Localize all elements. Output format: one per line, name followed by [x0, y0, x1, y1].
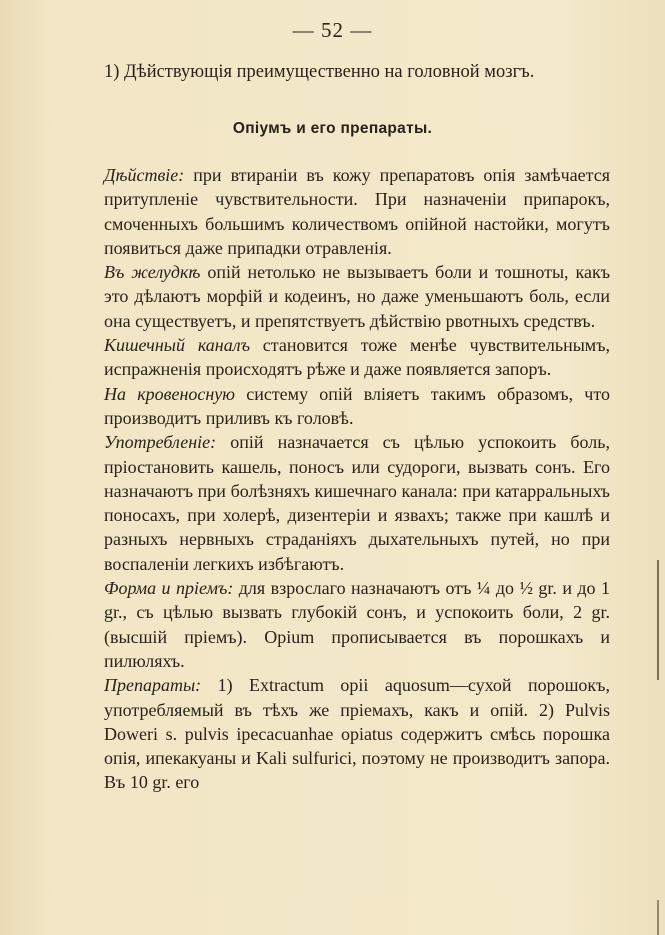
- section-heading: 1) Дѣйствующія преимущественно на головной мозгъ.: [104, 62, 535, 82]
- paragraph-usage: [104, 430, 610, 576]
- paragraph-intestine: [104, 333, 610, 382]
- paragraph-text: опій назначается съ цѣлью успокоить боль, пріостановить кашель, поносъ или судороги, вызвать сонъ. Его назначаютъ при болѣзняхъ кишечнаго канала: при катарральныхъ поносахъ, при холерѣ, дизентеріи и язвахъ; также при кашлѣ и разныхъ нервныхъ страданіяхъ дыхательныхъ путей, но при воспаленіи легкихъ избѣгаютъ.: [104, 432, 610, 574]
- paragraph-preparations: [104, 673, 610, 794]
- page-number: — 52 —: [292, 18, 373, 42]
- page-edge-mark: [657, 900, 659, 935]
- paragraph-dosage: [104, 576, 610, 673]
- paragraph-lead: Кишечный каналъ: [104, 335, 250, 356]
- paragraph-lead: Употребленiе:: [104, 432, 217, 453]
- body-text: [104, 163, 610, 795]
- paragraph-action: [104, 163, 610, 260]
- paragraph-blood-system: [104, 382, 610, 431]
- paragraph-text: при втираніи въ кожу препаратовъ опія замѣчается притупленіе чувствительности. При назначеніи припарокъ, смоченныхъ большимъ количествомъ опійной настойки, могутъ появиться даже припадки отравленія.: [104, 165, 610, 258]
- paragraph-text: для взрослаго назначаютъ отъ ¼ до ½ gr. и до 1 gr., съ цѣлью вызвать глубокій сонъ, и успокоить боли, 2 gr. (высшій пріемъ). Opium прописывается въ порошкахъ и пилюляхъ.: [104, 578, 610, 671]
- subheading: Опiумъ и его препараты.: [232, 120, 433, 137]
- paragraph-text: становится тоже менѣе чувствительнымъ, испражненія происходятъ рѣже и даже появляется запоръ.: [104, 335, 611, 380]
- paragraph-text: систему опій вліяетъ такимъ образомъ, что производитъ приливъ къ головѣ.: [104, 383, 610, 428]
- paragraph-lead: Форма и прiемъ:: [104, 578, 234, 599]
- paragraph-lead: На кровеносную: [104, 383, 235, 404]
- paragraph-lead: Препараты:: [104, 675, 202, 696]
- paragraph-stomach: [104, 260, 610, 333]
- paragraph-lead: Въ желудкѣ: [104, 262, 201, 283]
- paragraph-text: опій нетолько не вызываетъ боли и тошноты, какъ это дѣлаютъ морфій и кодеинъ, но даже уменьшаютъ боль, если она существуетъ, и препятствуетъ дѣйствію рвотныхъ средствъ.: [104, 262, 611, 331]
- paragraph-text: 1) Extractum opii aquosum—сухой порошокъ, употребляемый въ тѣхъ же пріемахъ, какъ и опій. 2) Pulvis Doweri s. pulvis ipecacuanhae opiatus содержитъ смѣсь порошка опія, ипекакуаны и Kali sulfurici, поэтому не производитъ запора. Въ 10 gr. его: [104, 675, 610, 793]
- paragraph-lead: Дѣйствiе:: [104, 165, 185, 185]
- page-edge-mark: [657, 560, 659, 680]
